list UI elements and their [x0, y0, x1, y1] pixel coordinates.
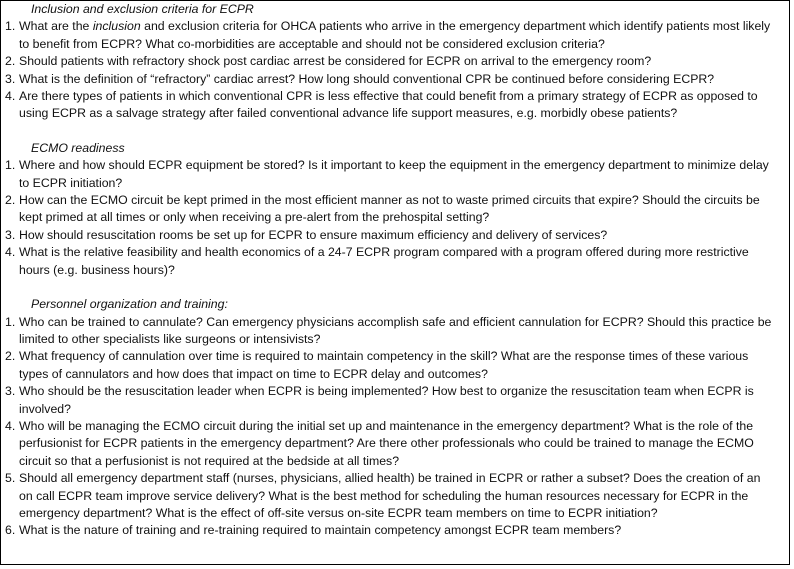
section-heading: Inclusion and exclusion criteria for ECPR: [31, 2, 254, 16]
question-item: [5, 470, 789, 522]
question-number: 4.: [5, 418, 16, 433]
question-text: What is the nature of training and re-training required to maintain competency amongst ECPR team members?: [19, 523, 622, 538]
question-text: Who can be trained to cannulate? Can emergency physicians accomplish safe and efficient cannulation for ECPR? Should this practice be limited to other specialists like surgeons or intensivists?: [19, 314, 772, 346]
question-item: [5, 383, 789, 418]
question-number: 1.: [5, 158, 16, 173]
question-item: [5, 522, 789, 539]
question-number: 6.: [5, 523, 16, 538]
section-heading: ECMO readiness: [31, 140, 125, 155]
question-item: [5, 348, 789, 383]
question-text-part: What are the: [19, 19, 93, 34]
question-item: [5, 88, 789, 123]
question-text: Who should be the resuscitation leader when ECPR is being implemented? How best to organize the resuscitation team when ECPR is involved?: [19, 384, 754, 416]
question-item: [5, 53, 789, 70]
section-personnel-training: [5, 296, 789, 540]
question-text: Should patients with refractory shock post cardiac arrest be considered for ECPR on arrival to the emergency room?: [19, 54, 652, 69]
question-item: [5, 18, 789, 53]
question-text: What is the relative feasibility and health economics of a 24-7 ECPR program compared with a program offered during more restrictive hours (e.g. business hours)?: [19, 245, 749, 277]
question-text-part: and exclusion criteria for OHCA patients who arrive in the emergency department which identify patients most likely to benefit from ECPR? What co-morbidities are acceptable and should not be considered exclusion criteria?: [19, 19, 771, 51]
section-ecmo-readiness: [5, 140, 789, 279]
question-text: [19, 18, 789, 53]
section-inclusion-exclusion: [5, 1, 789, 123]
question-text: Who will be managing the ECMO circuit during the initial set up and maintenance in the emergency department? What is the role of the perfusionist for ECPR patients in the emergency department? Are there other professionals who could be trained to manage the ECMO circuit so that a perfusionist is not required at the bedside at all times?: [19, 418, 754, 468]
question-text: What frequency of cannulation over time is required to maintain competency in the skill? What are the response times of these various types of cannulators and how does that impact on time to ECPR delay and outcomes?: [19, 349, 749, 381]
question-number: 2.: [5, 54, 16, 69]
question-number: 2.: [5, 193, 16, 208]
question-number: 2.: [5, 349, 16, 364]
question-text-emphasis: inclusion: [92, 19, 141, 34]
question-item: [5, 157, 789, 192]
question-item: [5, 314, 789, 349]
question-number: 1.: [5, 19, 16, 34]
question-text: What is the definition of “refractory” cardiac arrest? How long should conventional CPR be continued before considering ECPR?: [19, 71, 715, 86]
question-item: [5, 418, 789, 470]
question-number: 4.: [5, 89, 16, 104]
question-item: [5, 227, 789, 244]
question-text: Should all emergency department staff (nurses, physicians, allied health) be trained in ECPR or rather a subset? Does the creation of an on call ECPR team improve service delivery? What is the best method for scheduling the human resources necessary for ECPR in the emergency department? What is the effect of off-site versus on-site ECPR team members on time to ECPR initiation?: [19, 471, 761, 520]
question-number: 1.: [5, 314, 16, 329]
question-number: 4.: [5, 245, 16, 260]
question-text: Where and how should ECPR equipment be stored? Is it important to keep the equipment in the emergency department to minimize delay to ECPR initiation?: [19, 158, 769, 190]
section-heading: Personnel organization and training:: [31, 297, 228, 312]
question-number: 5.: [5, 471, 16, 486]
question-item: [5, 244, 789, 279]
question-text: How can the ECMO circuit be kept primed in the most efficient manner as not to waste primed circuits that expire? Should the circuits be kept primed at all times or only when receiving a pre-alert from the prehospital setting?: [19, 193, 760, 225]
question-number: 3.: [5, 227, 16, 242]
question-text: How should resuscitation rooms be set up for ECPR to ensure maximum efficiency and delivery of services?: [19, 227, 608, 242]
question-number: 3.: [5, 384, 16, 399]
question-text: Are there types of patients in which conventional CPR is less effective that could benefit from a primary strategy of ECPR as opposed to using ECPR as a salvage strategy after failed conventional advance life support measures, e.g. morbidly obese patients?: [19, 89, 758, 121]
question-number: 3.: [5, 71, 16, 86]
question-item: [5, 192, 789, 227]
question-item: [5, 71, 789, 88]
